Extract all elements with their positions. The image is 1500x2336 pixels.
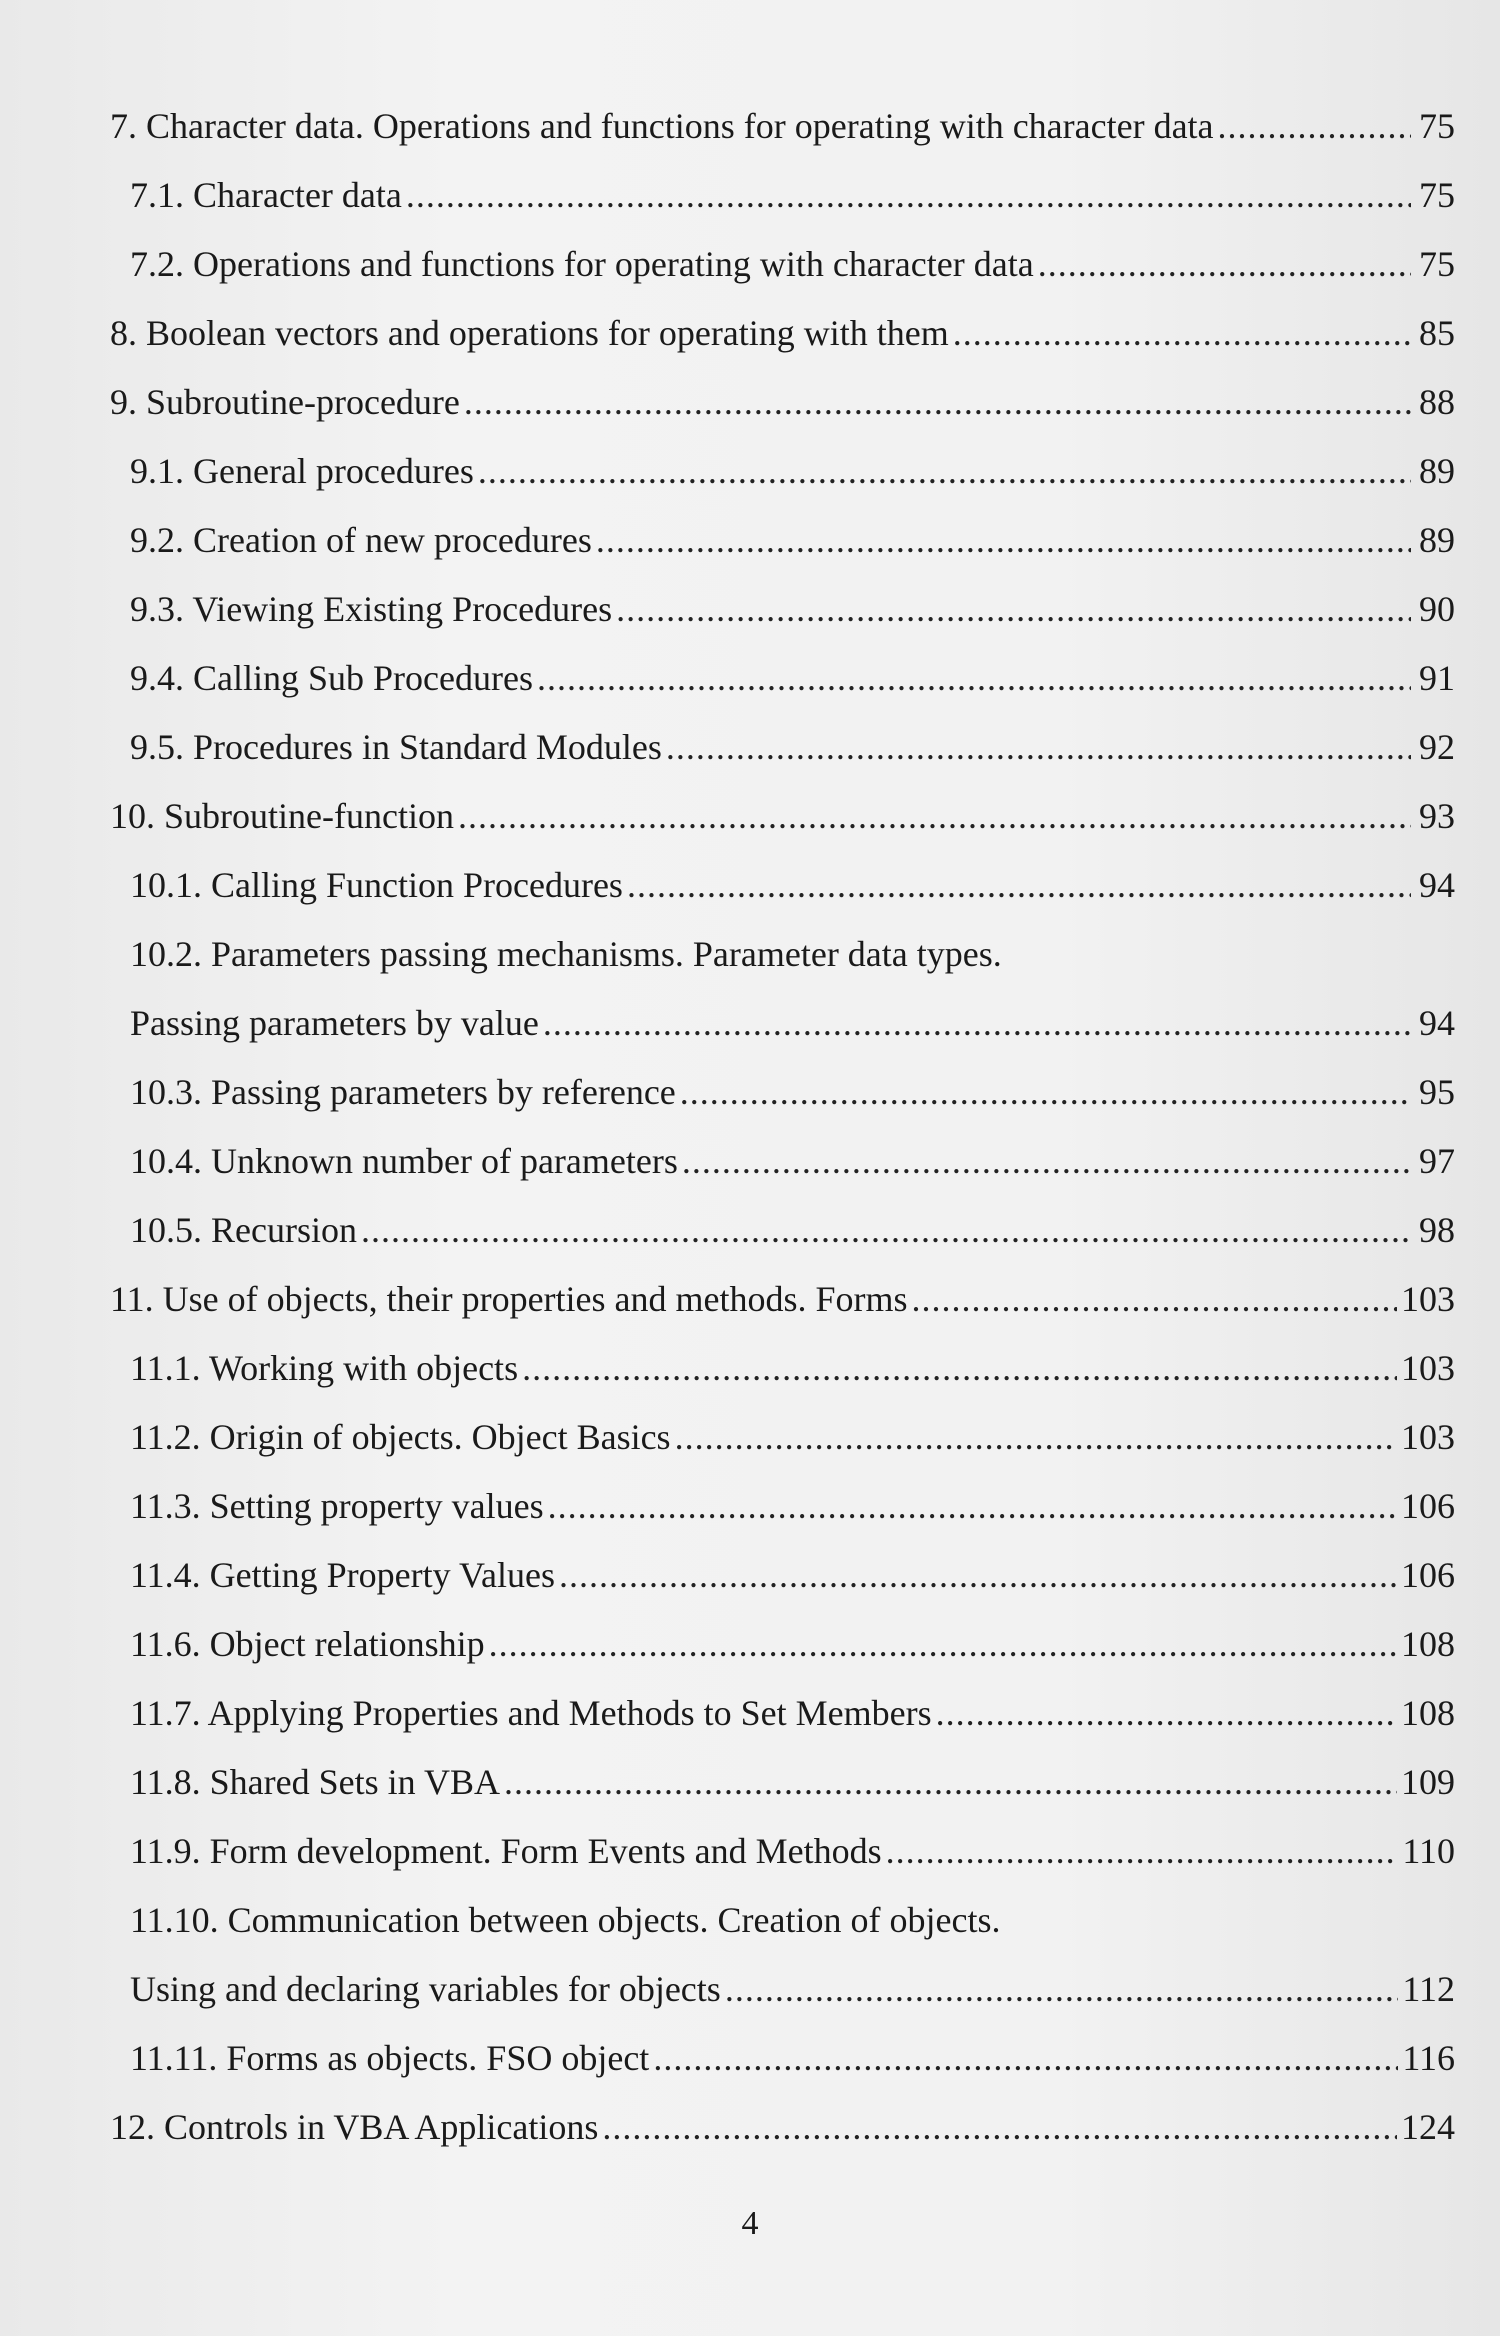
toc-entry-page: 124 [1401, 2107, 1455, 2147]
dot-leader [675, 1419, 1397, 1455]
dot-leader [464, 384, 1411, 420]
toc-entry-title: 9.4. Calling Sub Procedures [130, 658, 533, 698]
toc-entry-page: 89 [1419, 520, 1455, 560]
toc-entry-page: 88 [1419, 382, 1455, 422]
dot-leader [627, 867, 1411, 903]
toc-entry-page: 106 [1401, 1486, 1455, 1526]
toc-entry-page: 98 [1419, 1210, 1455, 1250]
dot-leader [504, 1764, 1397, 1800]
toc-entry-title: 11.8. Shared Sets in VBA [130, 1762, 501, 1802]
dot-leader [543, 1005, 1411, 1041]
dot-leader [458, 798, 1411, 834]
dot-leader [537, 660, 1411, 696]
toc-entry-page: 92 [1419, 727, 1455, 767]
dot-leader [559, 1557, 1397, 1593]
dot-leader [548, 1488, 1397, 1524]
toc-entry-page: 94 [1419, 1003, 1455, 1043]
toc-entry [110, 2032, 1455, 2101]
toc-entry [110, 1687, 1455, 1756]
toc-entry-title: 10.1. Calling Function Procedures [130, 865, 623, 905]
toc-entry-page: 106 [1401, 1555, 1455, 1595]
toc-entry [110, 1963, 1455, 2032]
toc-entry [110, 652, 1455, 721]
toc-entry-page: 110 [1402, 1831, 1455, 1871]
dot-leader [361, 1212, 1411, 1248]
toc-entry-page: 108 [1401, 1624, 1455, 1664]
toc-entry-page: 90 [1419, 589, 1455, 629]
toc-entry-page: 94 [1419, 865, 1455, 905]
toc-entry [110, 790, 1455, 859]
toc-entry-page: 91 [1419, 658, 1455, 698]
toc-entry-title: 11.9. Form development. Form Events and Methods [130, 1831, 882, 1871]
toc-entry [110, 169, 1455, 238]
toc-entry [110, 928, 1455, 997]
toc-entry [110, 445, 1455, 514]
dot-leader [596, 522, 1411, 558]
toc-entry-page: 75 [1419, 175, 1455, 215]
toc-entry [110, 1204, 1455, 1273]
dot-leader [886, 1833, 1399, 1869]
toc-entry [110, 307, 1455, 376]
toc-entry [110, 997, 1455, 1066]
toc-entry [110, 721, 1455, 790]
dot-leader [478, 453, 1411, 489]
toc-entry-title: 7. Character data. Operations and functions for operating with character data [110, 106, 1214, 146]
toc-entry [110, 1618, 1455, 1687]
toc-entry-page: 75 [1419, 106, 1455, 146]
toc-entry-title: 10.4. Unknown number of parameters [130, 1141, 678, 1181]
toc-entry-page: 89 [1419, 451, 1455, 491]
toc-entry-title: 11.10. Communication between objects. Creation of objects. [130, 1900, 1001, 1940]
dot-leader [912, 1281, 1397, 1317]
toc-entry-title: 10.2. Parameters passing mechanisms. Parameter data types. [130, 934, 1002, 974]
toc-entry-page: 109 [1401, 1762, 1455, 1802]
toc-entry [110, 514, 1455, 583]
toc-entry-title: 11.4. Getting Property Values [130, 1555, 555, 1595]
toc-entry-page: 97 [1419, 1141, 1455, 1181]
dot-leader [616, 591, 1411, 627]
toc-entry-title: 8. Boolean vectors and operations for operating with them [110, 313, 949, 353]
toc-entry-title: 10.5. Recursion [130, 1210, 357, 1250]
toc-entry-title: Passing parameters by value [130, 1003, 539, 1043]
dot-leader [406, 177, 1411, 213]
dot-leader [680, 1074, 1411, 1110]
toc-entry-title: Using and declaring variables for objects [130, 1969, 721, 2009]
toc-entry [110, 100, 1455, 169]
toc-entry [110, 1273, 1455, 1342]
toc-entry-page: 93 [1419, 796, 1455, 836]
dot-leader [653, 2040, 1398, 2076]
toc-entry-title: 11.2. Origin of objects. Object Basics [130, 1417, 671, 1457]
dot-leader [936, 1695, 1397, 1731]
toc-entry-title: 11.11. Forms as objects. FSO object [130, 2038, 650, 2078]
toc-entry [110, 1066, 1455, 1135]
dot-leader [666, 729, 1411, 765]
toc-entry [110, 1894, 1455, 1963]
toc-entry-page: 103 [1401, 1279, 1455, 1319]
toc-entry-page: 75 [1419, 244, 1455, 284]
toc-entry-title: 7.1. Character data [130, 175, 402, 215]
toc-entry-page: 85 [1419, 313, 1455, 353]
toc-entry-page: 103 [1401, 1348, 1455, 1388]
toc-entry-title: 12. Controls in VBA Applications [110, 2107, 599, 2147]
dot-leader [953, 315, 1411, 351]
toc-entry [110, 376, 1455, 445]
toc-entry [110, 1756, 1455, 1825]
toc-entry-title: 7.2. Operations and functions for operating with character data [130, 244, 1034, 284]
toc-entry [110, 1411, 1455, 1480]
toc-entry-title: 9.5. Procedures in Standard Modules [130, 727, 662, 767]
dot-leader [489, 1626, 1397, 1662]
toc-entry [110, 583, 1455, 652]
toc-entry [110, 859, 1455, 928]
dot-leader [725, 1971, 1399, 2007]
toc-entry-title: 9. Subroutine-procedure [110, 382, 460, 422]
toc-entry-page: 108 [1401, 1693, 1455, 1733]
dot-leader [1218, 108, 1411, 144]
toc-entry [110, 1825, 1455, 1894]
toc-entry [110, 1342, 1455, 1411]
toc-entry-title: 11.1. Working with objects [130, 1348, 519, 1388]
toc-entry-title: 11.3. Setting property values [130, 1486, 544, 1526]
toc-entry-page: 103 [1401, 1417, 1455, 1457]
toc-entry-title: 11. Use of objects, their properties and methods. Forms [110, 1279, 908, 1319]
toc-entry [110, 1135, 1455, 1204]
page-number: 4 [741, 2205, 759, 2242]
toc-entry-title: 10.3. Passing parameters by reference [130, 1072, 676, 1112]
toc-entry [110, 238, 1455, 307]
dot-leader [602, 2109, 1397, 2145]
toc-entry-title: 11.7. Applying Properties and Methods to Set Members [130, 1693, 932, 1733]
toc-entry-title: 9.1. General procedures [130, 451, 474, 491]
toc-entry-page: 95 [1419, 1072, 1455, 1112]
table-of-contents [110, 100, 1455, 2170]
toc-entry [110, 1480, 1455, 1549]
toc-entry-title: 11.6. Object relationship [130, 1624, 485, 1664]
toc-entry [110, 1549, 1455, 1618]
dot-leader [682, 1143, 1411, 1179]
toc-entry-page: 116 [1402, 2038, 1455, 2078]
toc-entry-page: 112 [1402, 1969, 1455, 2009]
toc-entry-title: 9.2. Creation of new procedures [130, 520, 592, 560]
toc-entry-title: 9.3. Viewing Existing Procedures [130, 589, 613, 629]
dot-leader [522, 1350, 1397, 1386]
dot-leader [1038, 246, 1411, 282]
toc-entry-title: 10. Subroutine-function [110, 796, 454, 836]
toc-entry [110, 2101, 1455, 2170]
